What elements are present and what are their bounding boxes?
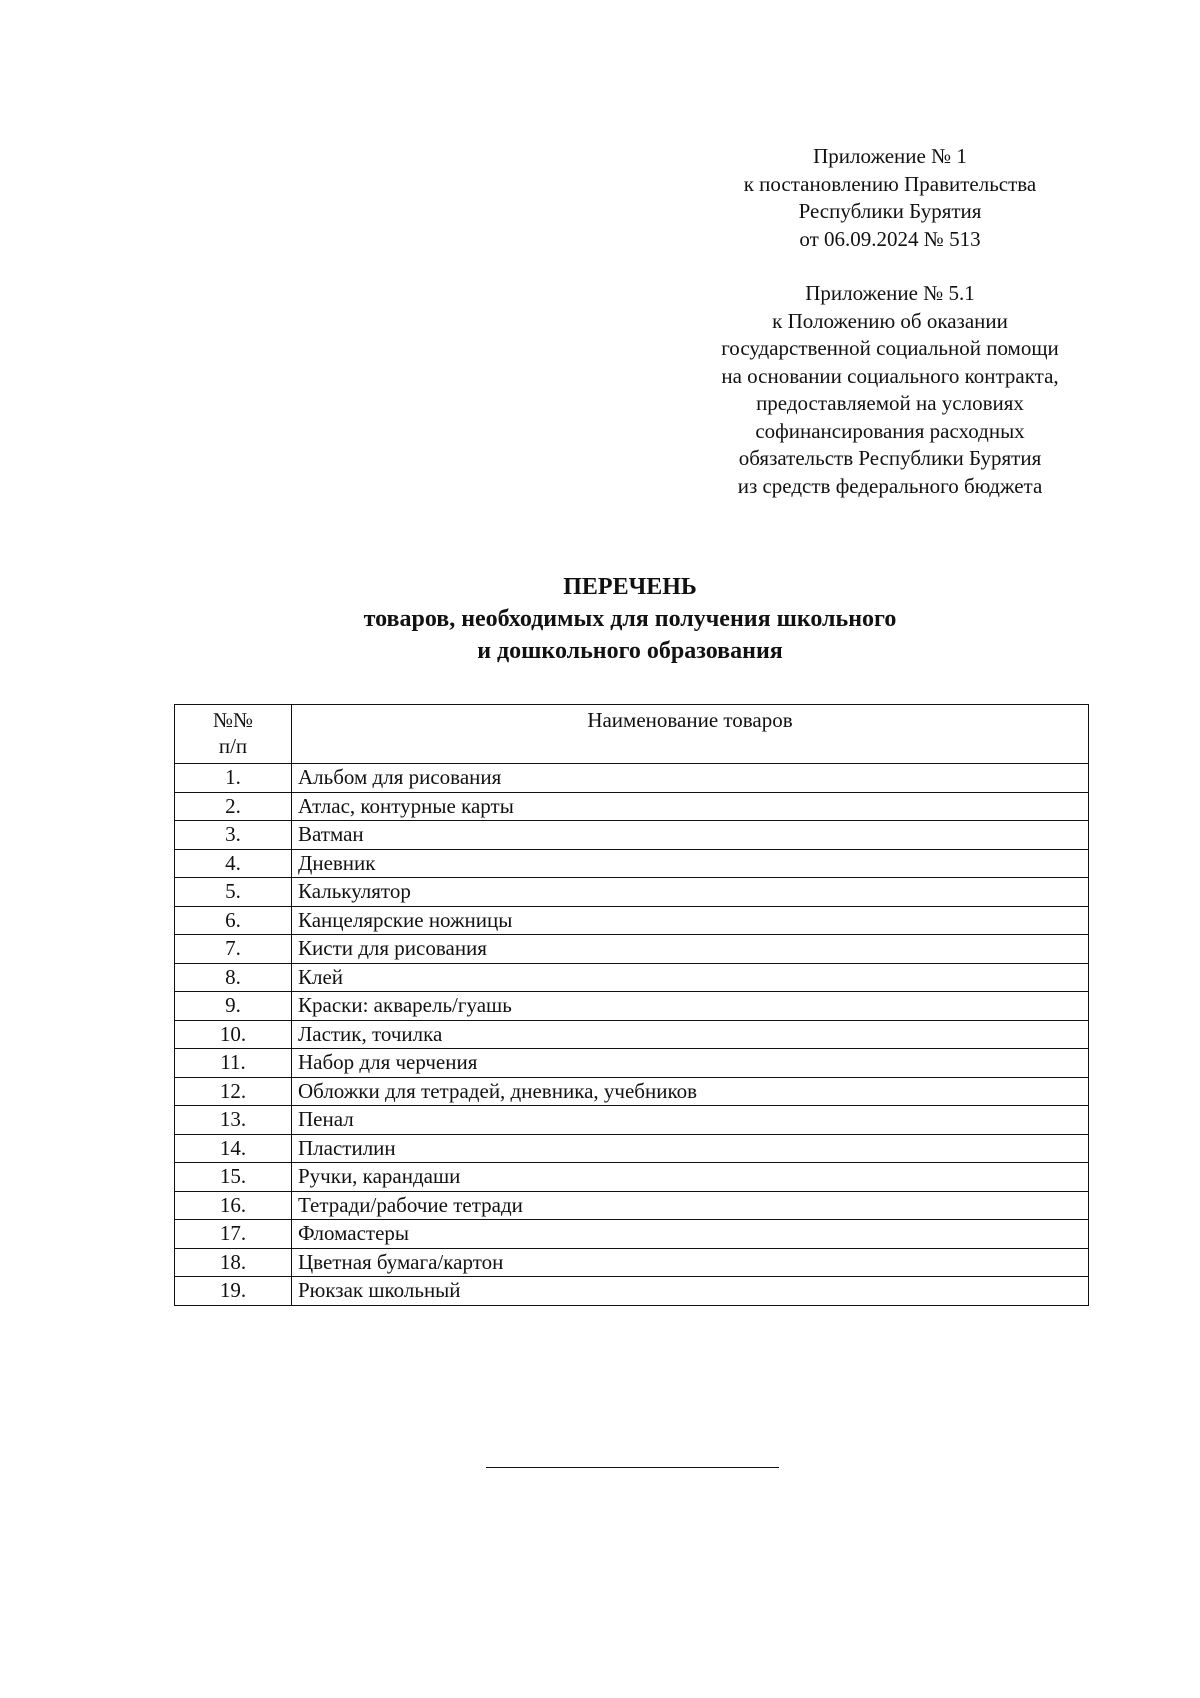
table-row [175,1106,1089,1135]
appendix-1-block [690,143,1090,253]
row-number: 17. [175,1220,292,1249]
row-number: 7. [175,935,292,964]
table-row [175,1077,1089,1106]
appendix-2-line: государственной социальной помощи [721,336,1059,360]
row-item-name: Пластилин [292,1134,1089,1163]
row-number: 15. [175,1163,292,1192]
row-item-name: Атлас, контурные карты [292,792,1089,821]
row-item-name: Дневник [292,849,1089,878]
row-number: 5. [175,878,292,907]
table-row [175,992,1089,1021]
row-item-name: Ластик, точилка [292,1020,1089,1049]
table-row [175,764,1089,793]
appendix-2-line: на основании социального контракта, [721,363,1059,388]
table-row [175,935,1089,964]
table-header-row [175,705,1089,764]
row-number: 2. [175,792,292,821]
row-number: 12. [175,1077,292,1106]
table-row [175,1248,1089,1277]
row-number: 4. [175,849,292,878]
appendix-2-block [690,280,1090,500]
title-subtitle-line-2: и дошкольного образования [477,638,783,664]
end-divider-line [486,1467,779,1468]
document-title [0,571,1200,667]
table-row [175,963,1089,992]
row-item-name: Набор для черчения [292,1049,1089,1078]
row-item-name: Ватман [292,821,1089,850]
table-row [175,821,1089,850]
row-number: 6. [175,906,292,935]
appendix-2-line: обязательств Республики Бурятия [738,446,1042,470]
appendix-2-line: к Положению об оказании [772,308,1008,333]
goods-table-body [175,764,1089,1306]
row-number: 19. [175,1277,292,1306]
table-row [175,1020,1089,1049]
title-heading: ПЕРЕЧЕНЬ [563,574,697,600]
row-item-name: Калькулятор [292,878,1089,907]
row-number: 1. [175,764,292,793]
row-number: 11. [175,1049,292,1078]
header-number-line-1: №№ [212,708,254,732]
row-number: 14. [175,1134,292,1163]
row-number: 13. [175,1106,292,1135]
row-item-name: Канцелярские ножницы [292,906,1089,935]
row-number: 10. [175,1020,292,1049]
table-row [175,849,1089,878]
title-subtitle-line-1: товаров, необходимых для получения школьного [363,606,897,632]
row-number: 3. [175,821,292,850]
row-item-name: Ручки, карандаши [292,1163,1089,1192]
appendix-1-line: от 06.09.2024 № 513 [799,226,981,251]
header-number-line-2: п/п [218,734,248,758]
goods-table [174,704,1089,1306]
table-row [175,1134,1089,1163]
row-item-name: Фломастеры [292,1220,1089,1249]
appendix-1-line: Приложение № 1 [813,144,967,168]
row-item-name: Рюкзак школьный [292,1277,1089,1306]
row-number: 9. [175,992,292,1021]
row-number: 16. [175,1191,292,1220]
row-item-name: Клей [292,963,1089,992]
appendix-1-line: к постановлению Правительства [743,171,1037,196]
table-row [175,792,1089,821]
row-item-name: Кисти для рисования [292,935,1089,964]
header-number-cell [175,705,292,764]
table-row [175,906,1089,935]
table-row [175,1277,1089,1306]
table-row [175,1220,1089,1249]
table-row [175,1049,1089,1078]
appendix-2-line: софинансирования расходных [755,418,1025,443]
table-row [175,1163,1089,1192]
row-number: 8. [175,963,292,992]
row-number: 18. [175,1248,292,1277]
row-item-name: Тетради/рабочие тетради [292,1191,1089,1220]
table-row [175,1191,1089,1220]
row-item-name: Краски: акварель/гуашь [292,992,1089,1021]
appendix-2-line: предоставляемой на условиях [756,391,1024,415]
appendix-2-line: из средств федерального бюджета [737,473,1043,498]
row-item-name: Альбом для рисования [292,764,1089,793]
row-item-name: Цветная бумага/картон [292,1248,1089,1277]
appendix-1-line: Республики Бурятия [798,199,982,223]
table-row [175,878,1089,907]
appendix-2-line: Приложение № 5.1 [805,281,975,305]
row-item-name: Пенал [292,1106,1089,1135]
header-name-cell: Наименование товаров [292,705,1089,764]
row-item-name: Обложки для тетрадей, дневника, учебников [292,1077,1089,1106]
